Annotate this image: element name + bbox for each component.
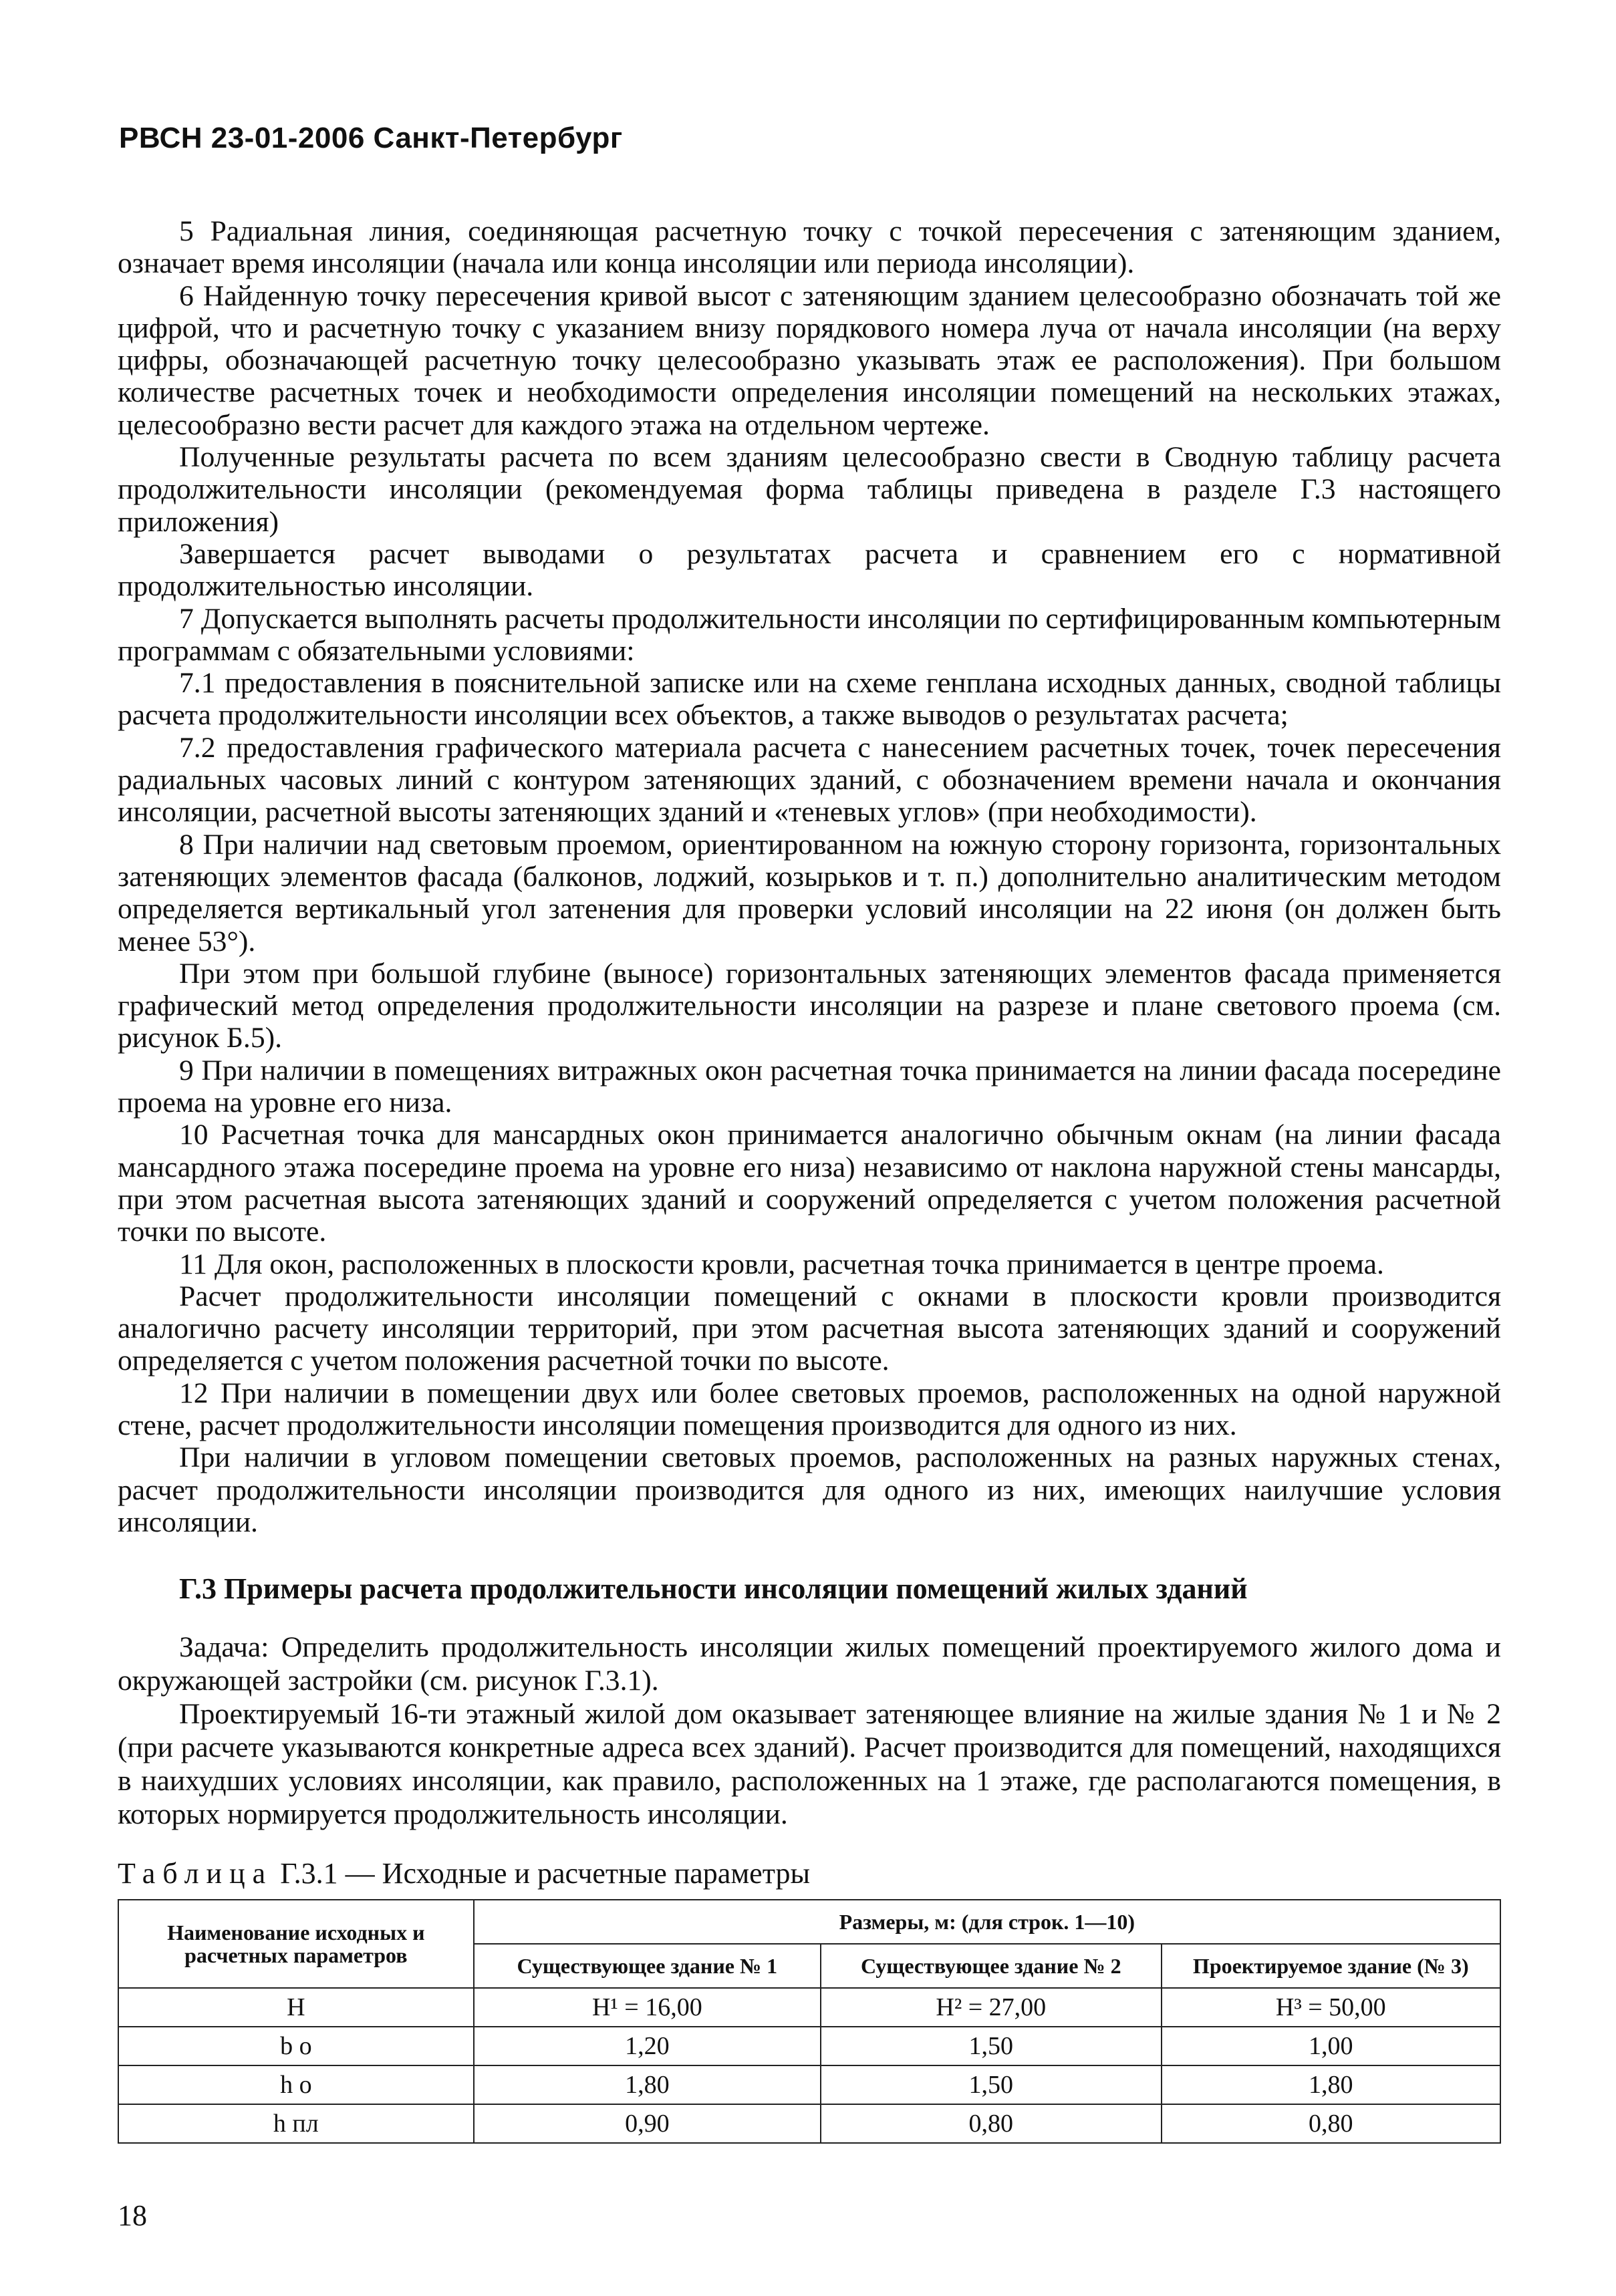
paragraph: 7.1 предоставления в пояснительной записке или на схеме генплана исходных данных, сводной таблицы расчета продолжительности инсоляции всех объектов, а также выводов о результатах расчета; <box>118 667 1501 732</box>
paragraph: 8 При наличии над световым проемом, ориентированном на южную сторону горизонта, горизонтальных затеняющих элементов фасада (балконов, лоджий, козырьков и т. п.) дополнительно аналитическим методом определяется вертикальный угол затенения для проверки условий инсоляции на 22 июня (он должен быть менее 53°). <box>118 828 1501 958</box>
table-header-group: Размеры, м: (для строк. 1—10) <box>474 1900 1500 1944</box>
table-header-building-2: Существующее здание № 2 <box>821 1944 1161 1988</box>
paragraph: 7 Допускается выполнять расчеты продолжительности инсоляции по сертифицированным компьютерным программам с обязательными условиями: <box>118 602 1502 667</box>
table-cell: 1,50 <box>821 2027 1161 2065</box>
section-title: Г.3 Примеры расчета продолжительности инсоляции помещений жилых зданий <box>179 1572 1248 1605</box>
body-text <box>118 215 1501 1538</box>
paragraph: Проектируемый 16-ти этажный жилой дом оказывает затеняющее влияние на жилые здания № 1 и № 2 (при расчете указываются конкретные адреса всех зданий). Расчет производится для помещений, находящихся в наихудших условиях инсоляции, как правило, расположенных на 1 этаже, где располагаются помещения, в которых нормируется продолжительность инсоляции. <box>118 1698 1501 1830</box>
paragraph: 10 Расчетная точка для мансардных окон принимается аналогично обычным окнам (на линии фасада мансардного этажа посередине проема на уровне его низа) независимо от наклона наружной стены мансарды, при этом расчетная высота затеняющих зданий и сооружений определяется с учетом положения расчетной точки по высоте. <box>118 1119 1501 1248</box>
table-row <box>118 2027 1500 2065</box>
table-cell-param: H <box>118 1988 474 2027</box>
paragraph: 7.2 предоставления графического материала расчета с нанесением расчетных точек, точек пересечения радиальных часовых линий с контуром затеняющих зданий, с обозначением времени начала и окончания инсоляции, расчетной высоты затеняющих зданий и «теневых углов» (при необходимости). <box>118 731 1501 829</box>
table-cell: H² = 27,00 <box>821 1988 1161 2027</box>
table-caption <box>118 1856 810 1890</box>
table-cell: H³ = 50,00 <box>1162 1988 1500 2027</box>
table-cell: 1,80 <box>474 2065 821 2104</box>
paragraph: Задача: Определить продолжительность инсоляции жилых помещений проектируемого жилого дома и окружающей застройки (см. рисунок Г.3.1). <box>118 1631 1501 1697</box>
table-header-building-1: Существующее здание № 1 <box>474 1944 821 1988</box>
table-cell: 1,00 <box>1162 2027 1500 2065</box>
paragraph: Расчет продолжительности инсоляции помещений с окнами в плоскости кровли производится аналогично расчету инсоляции территорий, при этом расчетная высота затеняющих зданий и сооружений определяется с учетом положения расчетной точки по высоте. <box>118 1280 1501 1377</box>
table-caption-title: Г.3.1 — Исходные и расчетные параметры <box>273 1857 811 1890</box>
paragraph: При этом при большой глубине (выносе) горизонтальных затеняющих элементов фасада применяется графический метод определения продолжительности инсоляции на разрезе и плане светового проема (см. рисунок Б.5). <box>118 957 1501 1054</box>
document-header: РВСН 23-01-2006 Санкт-Петербург <box>119 122 623 154</box>
task-text <box>118 1630 1501 1831</box>
table-row <box>118 1988 1500 2027</box>
table-cell-param: h o <box>118 2065 474 2104</box>
paragraph: 5 Радиальная линия, соединяющая расчетную точку с точкой пересечения с затеняющим зданием, означает время инсоляции (начала или конца инсоляции или периода инсоляции). <box>118 215 1501 280</box>
table-cell: 0,80 <box>1162 2104 1500 2143</box>
table-cell-param: h пл <box>118 2104 474 2143</box>
table-cell-param: b o <box>118 2027 474 2065</box>
table-cell: H¹ = 16,00 <box>474 1988 821 2027</box>
paragraph: 6 Найденную точку пересечения кривой высот с затеняющим зданием целесообразно обозначать той же цифрой, что и расчетную точку с указанием внизу порядкового номера луча от начала инсоляции (на верху цифры, обозначающей расчетную точку целесообразно указывать этаж ее расположения). При большом количестве расчетных точек и необходимости определения инсоляции помещений на нескольких этажах, целесообразно вести расчет для каждого этажа на отдельном чертеже. <box>118 279 1501 441</box>
paragraph: Завершается расчет выводами о результатах расчета и сравнением его с нормативной продолжительностью инсоляции. <box>118 537 1501 603</box>
table-cell: 1,20 <box>474 2027 821 2065</box>
page-number: 18 <box>118 2199 147 2232</box>
paragraph: 11 Для окон, расположенных в плоскости кровли, расчетная точка принимается в центре проема. <box>179 1248 1384 1280</box>
table-cell: 1,80 <box>1162 2065 1500 2104</box>
paragraph: Полученные результаты расчета по всем зданиям целесообразно свести в Сводную таблицу расчета продолжительности инсоляции (рекомендуемая форма таблицы приведена в разделе Г.3 настоящего приложения) <box>118 441 1501 538</box>
table-cell: 0,90 <box>474 2104 821 2143</box>
paragraph: 12 При наличии в помещении двух или более световых проемов, расположенных на одной наружной стене, расчет продолжительности инсоляции помещения производится для одного из них. <box>118 1377 1501 1441</box>
table-caption-label: Таблица <box>118 1857 273 1890</box>
paragraph: При наличии в угловом помещении световых проемов, расположенных на разных наружных стенах, расчет продолжительности инсоляции производится для одного из них, имеющих наилучшие условия инсоляции. <box>118 1441 1501 1538</box>
table-cell: 0,80 <box>821 2104 1161 2143</box>
table-cell: 1,50 <box>821 2065 1161 2104</box>
table-row <box>118 2065 1500 2104</box>
table-header-param: Наименование исходных и расчетных параметров <box>118 1900 474 1988</box>
parameters-table <box>118 1899 1501 2144</box>
table-header-building-3: Проектируемое здание (№ 3) <box>1162 1944 1500 1988</box>
table-row <box>118 2104 1500 2143</box>
paragraph: 9 При наличии в помещениях витражных окон расчетная точка принимается на линии фасада посередине проема на уровне его низа. <box>118 1054 1501 1119</box>
